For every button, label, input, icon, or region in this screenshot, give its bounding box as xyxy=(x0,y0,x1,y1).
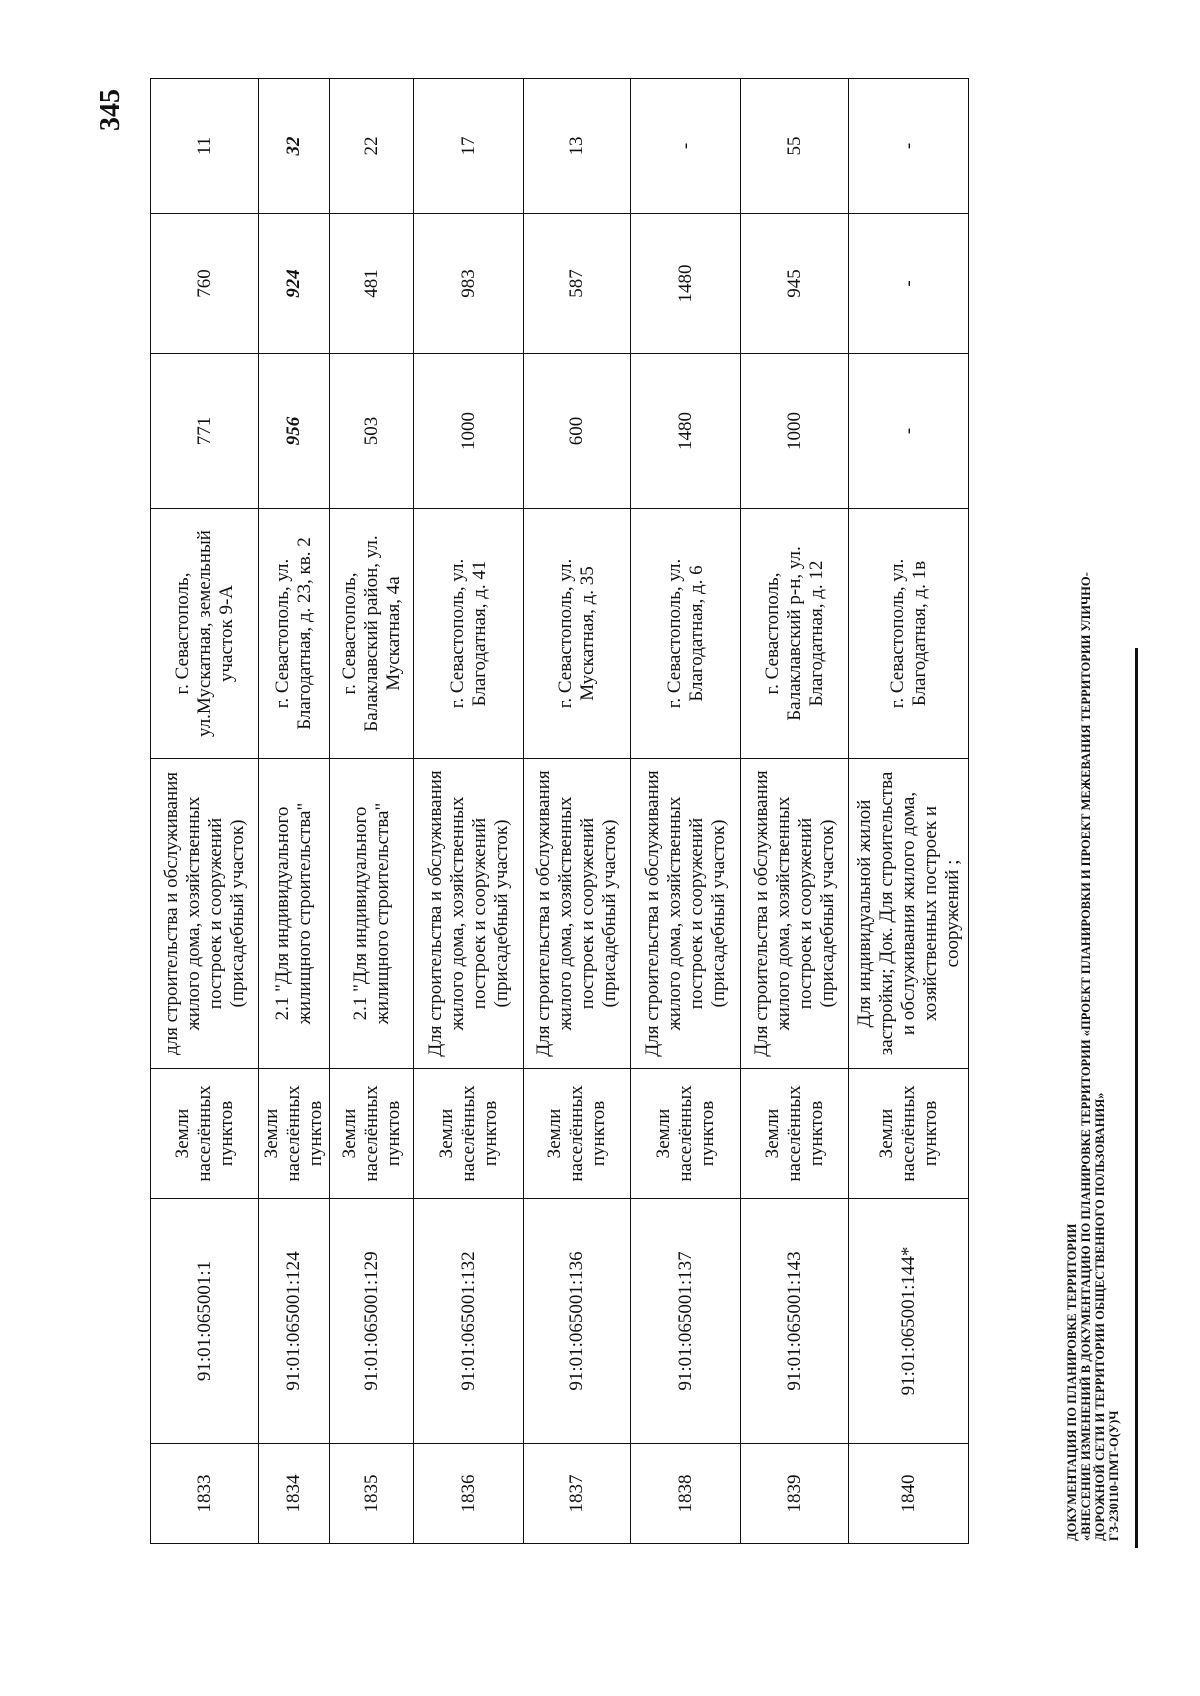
table-row xyxy=(741,79,849,1544)
land-category: Земли населённых пунктов xyxy=(330,1069,414,1199)
area-documented: - xyxy=(849,354,969,509)
area-remaining: 760 xyxy=(151,214,259,354)
area-remaining: 983 xyxy=(414,214,524,354)
header-line-2: «ВНЕСЕНИЕ ИЗМЕНЕНИЙ В ДОКУМЕНТАЦИЮ ПО ПЛАНИРОВКЕ ТЕРРИТОРИИ «ПРОЕКТ ПЛАНИРОВКИ И ПРОЕКТ МЕЖЕВАНИЯ ТЕРРИТОРИИ УЛИЧНО- xyxy=(1079,572,1093,1541)
area-withdrawn: - xyxy=(631,79,741,214)
header-line-4: ГЗ-230110-ПМТ-О(У)Ч xyxy=(1107,1410,1121,1541)
address: г. Севастополь, ул. Благодатная, д. 1в xyxy=(849,509,969,759)
land-category: Земли населённых пунктов xyxy=(631,1069,741,1199)
address: г. Севастополь, ул. Благодатная, д. 6 xyxy=(631,509,741,759)
area-remaining: 924 xyxy=(259,214,330,354)
row-number: 1836 xyxy=(414,1444,524,1544)
area-documented: 503 xyxy=(330,354,414,509)
area-documented: 1000 xyxy=(414,354,524,509)
land-category: Земли населённых пунктов xyxy=(849,1069,969,1199)
area-withdrawn: 17 xyxy=(414,79,524,214)
land-category: Земли населённых пунктов xyxy=(414,1069,524,1199)
row-number: 1837 xyxy=(524,1444,631,1544)
cadastral-number: 91:01:065001:143 xyxy=(741,1199,849,1444)
area-documented: 771 xyxy=(151,354,259,509)
area-remaining: 1480 xyxy=(631,214,741,354)
land-category: Земли населённых пунктов xyxy=(151,1069,259,1199)
header-line-1: ДОКУМЕНТАЦИЯ ПО ПЛАНИРОВКЕ ТЕРРИТОРИИ xyxy=(1065,1223,1079,1541)
area-documented: 956 xyxy=(259,354,330,509)
address: г. Севастополь, Балаклавский район, ул. Мускатная, 4а xyxy=(330,509,414,759)
area-withdrawn: 32 xyxy=(259,79,330,214)
land-category: Земли населённых пунктов xyxy=(741,1069,849,1199)
cadastral-number: 91:01:065001:144* xyxy=(849,1199,969,1444)
table-row xyxy=(631,79,741,1544)
header-line-3: ДОРОЖНОЙ СЕТИ И ТЕРРИТОРИИ ОБЩЕСТВЕННОГО ПОЛЬЗОВАНИЯ» xyxy=(1093,1092,1107,1541)
address: г. Севастополь, ул. Благодатная, д. 23, кв. 2 xyxy=(259,509,330,759)
area-remaining: 587 xyxy=(524,214,631,354)
area-remaining: 481 xyxy=(330,214,414,354)
cadastral-number: 91:01:065001:129 xyxy=(330,1199,414,1444)
cadastral-number: 91:01:065001:1 xyxy=(151,1199,259,1444)
address: г. Севастополь, Балаклавский р-н, ул. Благодатная, д. 12 xyxy=(741,509,849,759)
area-withdrawn: 55 xyxy=(741,79,849,214)
table-row xyxy=(330,79,414,1544)
permitted-use: Для строительства и обслуживания жилого дома, хозяйственных построек и сооружений (присадебный участок) xyxy=(741,759,849,1069)
permitted-use: 2.1 "Для индивидуального жилищного строительства" xyxy=(259,759,330,1069)
permitted-use: для строительства и обслуживания жилого дома, хозяйственных построек и сооружений (присадебный участок) xyxy=(151,759,259,1069)
row-number: 1834 xyxy=(259,1444,330,1544)
permitted-use: 2.1 "Для индивидуального жилищного строительства" xyxy=(330,759,414,1069)
header-rule xyxy=(1135,648,1138,1548)
permitted-use: Для строительства и обслуживания жилого дома, хозяйственных построек и сооружений (присадебный участок) xyxy=(631,759,741,1069)
cadastral-number: 91:01:065001:132 xyxy=(414,1199,524,1444)
permitted-use: Для строительства и обслуживания жилого дома, хозяйственных построек и сооружений (присадебный участок) xyxy=(524,759,631,1069)
table-row xyxy=(259,79,330,1544)
address: г. Севастополь, ул. Благодатная, д. 41 xyxy=(414,509,524,759)
row-number: 1835 xyxy=(330,1444,414,1544)
area-documented: 1000 xyxy=(741,354,849,509)
area-withdrawn: - xyxy=(849,79,969,214)
table-row xyxy=(849,79,969,1544)
land-category: Земли населённых пунктов xyxy=(259,1069,330,1199)
area-remaining: - xyxy=(849,214,969,354)
permitted-use: Для индивидуальной жилой застройки; Док. Для строительства и обслуживания жилого дома, хозяйственных построек и сооружений ; xyxy=(849,759,969,1069)
area-remaining: 945 xyxy=(741,214,849,354)
permitted-use: Для строительства и обслуживания жилого дома, хозяйственных построек и сооружений (присадебный участок) xyxy=(414,759,524,1069)
row-number: 1839 xyxy=(741,1444,849,1544)
cadastral-number: 91:01:065001:137 xyxy=(631,1199,741,1444)
area-withdrawn: 22 xyxy=(330,79,414,214)
area-documented: 600 xyxy=(524,354,631,509)
area-withdrawn: 13 xyxy=(524,79,631,214)
cadastral-number: 91:01:065001:136 xyxy=(524,1199,631,1444)
cadastral-number: 91:01:065001:124 xyxy=(259,1199,330,1444)
address: г. Севастополь, ул. Мускатная, д. 35 xyxy=(524,509,631,759)
row-number: 1840 xyxy=(849,1444,969,1544)
area-withdrawn: 11 xyxy=(151,79,259,214)
page-number: 345 xyxy=(95,89,126,131)
table-row xyxy=(414,79,524,1544)
area-documented: 1480 xyxy=(631,354,741,509)
table-row xyxy=(151,79,259,1544)
address: г. Севастополь, ул.Мускатная, земельный участок 9-А xyxy=(151,509,259,759)
land-category: Земли населённых пунктов xyxy=(524,1069,631,1199)
table-row xyxy=(524,79,631,1544)
row-number: 1838 xyxy=(631,1444,741,1544)
row-number: 1833 xyxy=(151,1444,259,1544)
document-header xyxy=(1065,41,1121,1541)
land-plots-table xyxy=(150,78,969,1544)
